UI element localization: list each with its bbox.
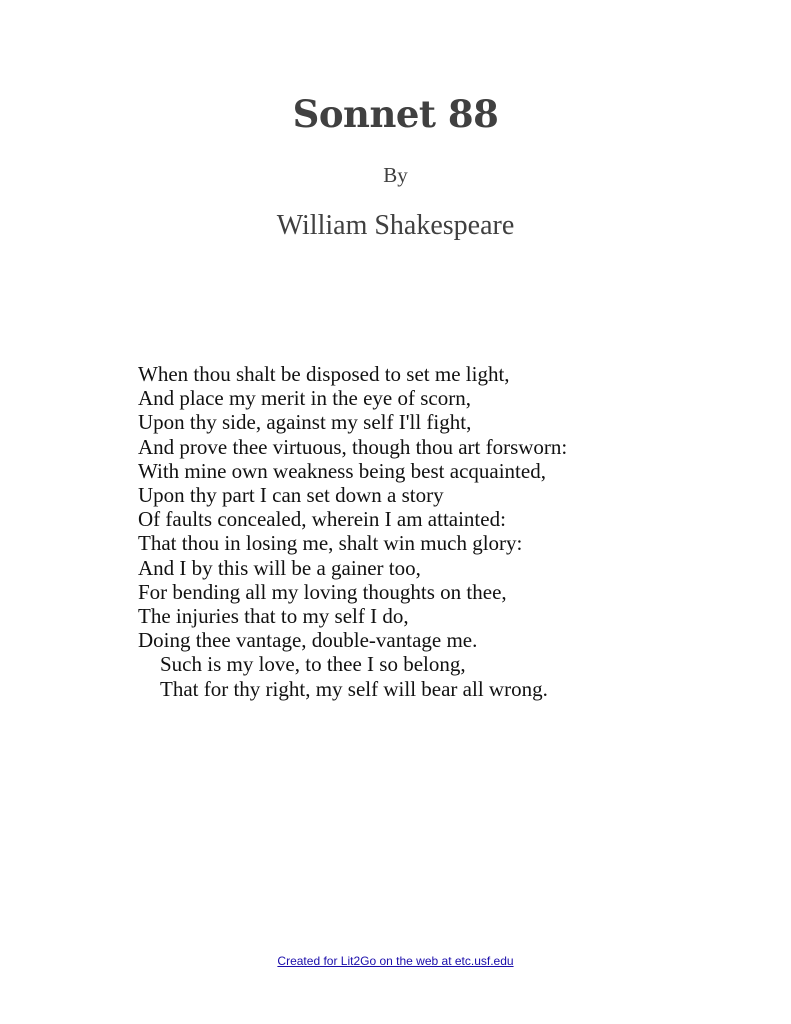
poem-line: Upon thy side, against my self I'll fight, [138,410,472,435]
byline: By [383,163,408,187]
poem-line: For bending all my loving thoughts on thee, [138,579,507,604]
poem-line: When thou shalt be disposed to set me light, [138,362,510,386]
poem-couplet-line: That for thy right, my self will bear all wrong. [160,676,548,701]
author-name: William Shakespeare [276,210,515,241]
poem-line: The injuries that to my self I do, [138,604,409,629]
poem-line: That thou in losing me, shalt win much glory: [138,531,523,556]
poem-couplet-line: Such is my love, to thee I so belong, [160,652,466,677]
page-title: Sonnet 88 [292,92,499,136]
lit2go-credit-link[interactable]: Created for Lit2Go on the web at etc.usf.edu [277,954,514,968]
poem-line: Of faults concealed, wherein I am attainted: [138,507,506,532]
poem-line: Doing thee vantage, double-vantage me. [138,628,478,653]
poem-line: And I by this will be a gainer too, [138,555,421,580]
poem-line: And prove thee virtuous, though thou art forsworn: [138,434,568,459]
poem-line: With mine own weakness being best acquainted, [138,458,546,483]
poem-body [138,362,758,701]
poem-line: And place my merit in the eye of scorn, [138,386,471,411]
poem-line: Upon thy part I can set down a story [138,483,444,508]
footer [0,953,791,969]
